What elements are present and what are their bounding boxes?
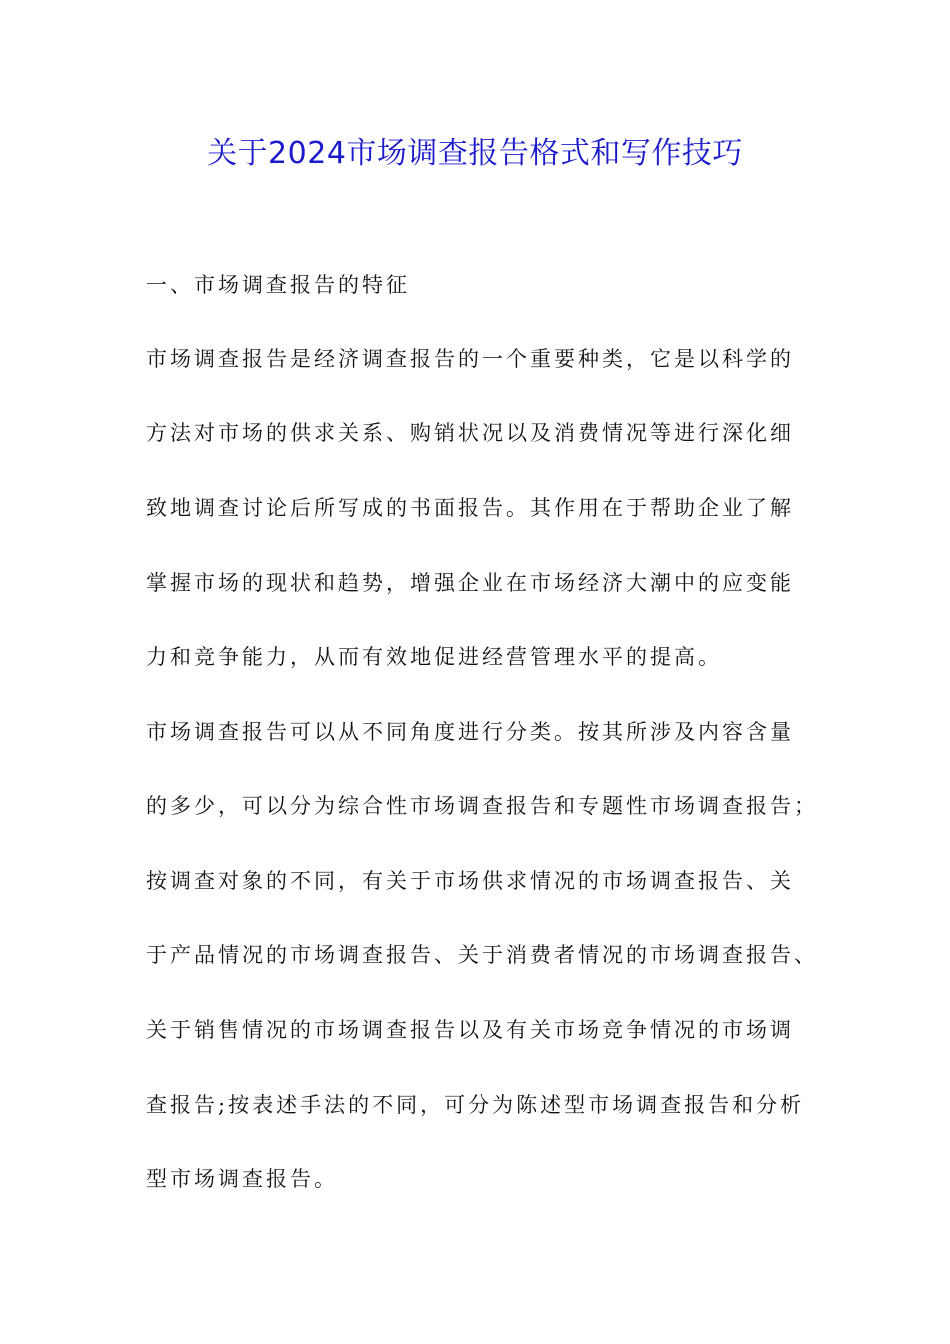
paragraph-2-line-2: 的多少，可以分为综合性市场调查报告和专题性市场调查报告； bbox=[146, 794, 818, 818]
document-title: 关于2024市场调查报告格式和写作技巧 bbox=[207, 136, 743, 171]
paragraph-2-line-4: 于产品情况的市场调查报告、关于消费者情况的市场调查报告、 bbox=[146, 943, 818, 967]
paragraph-1-line-2: 方法对市场的供求关系、购销状况以及消费情况等进行深化细 bbox=[146, 421, 794, 445]
paragraph-2-line-5: 关于销售情况的市场调查报告以及有关市场竞争情况的市场调 bbox=[146, 1018, 794, 1042]
paragraph-1-line-4: 掌握市场的现状和趋势，增强企业在市场经济大潮中的应变能 bbox=[146, 571, 794, 595]
paragraph-2-line-7: 型市场调查报告。 bbox=[146, 1167, 338, 1191]
paragraph-1-line-5: 力和竞争能力，从而有效地促进经营管理水平的提高。 bbox=[146, 645, 722, 669]
paragraph-2-line-1: 市场调查报告可以从不同角度进行分类。按其所涉及内容含量 bbox=[146, 720, 794, 744]
paragraph-1-line-3: 致地调查讨论后所写成的书面报告。其作用在于帮助企业了解 bbox=[146, 496, 794, 520]
paragraph-1-line-1: 市场调查报告是经济调查报告的一个重要种类，它是以科学的 bbox=[146, 347, 794, 371]
paragraph-2-line-6: 查报告;按表述手法的不同，可分为陈述型市场调查报告和分析 bbox=[146, 1093, 805, 1117]
section-heading: 一、市场调查报告的特征 bbox=[146, 273, 410, 297]
paragraph-2-line-3: 按调查对象的不同，有关于市场供求情况的市场调查报告、关 bbox=[146, 869, 794, 893]
